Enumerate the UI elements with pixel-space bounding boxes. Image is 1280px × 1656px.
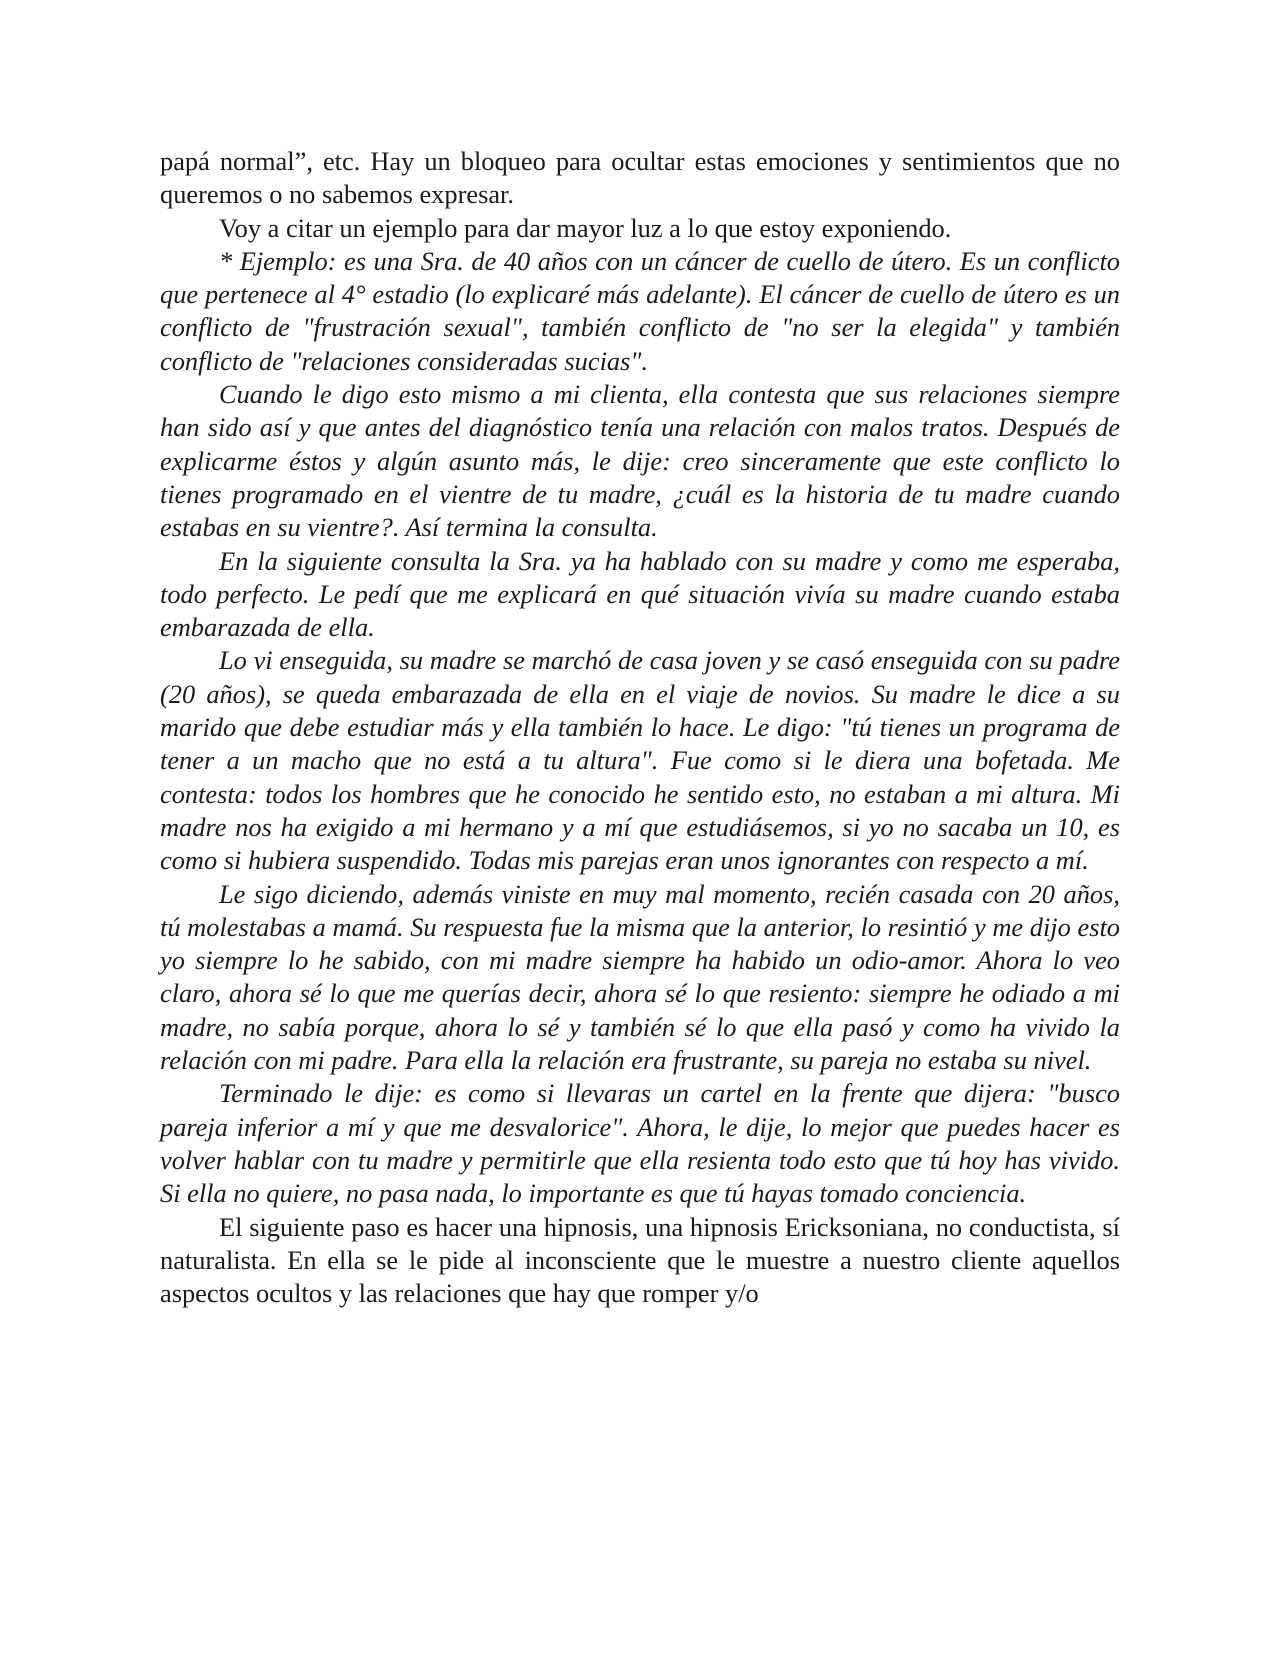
paragraph-4: Cuando le digo esto mismo a mi clienta, ella contesta que sus relaciones siempre han sido así y que antes del diagnóstico tenía una relación con malos tratos. Después de explicarme éstos y algún asunto más, le dije: creo sinceramente que este conflicto lo tienes programado en el vientre de tu madre, ¿cuál es la historia de tu madre cuando estabas en su vientre?. Así termina la consulta. <box>160 379 1120 543</box>
paragraph-9: El siguiente paso es hacer una hipnosis, una hipnosis Ericksoniana, no conductista, sí naturalista. En ella se le pide al inconsciente que le muestre a nuestro cliente aquellos aspectos ocultos y las relaciones que hay que romper y/o <box>160 1211 1120 1309</box>
paragraph-6: Lo vi enseguida, su madre se marchó de casa joven y se casó enseguida con su padre (20 años), se queda embarazada de ella en el viaje de novios. Su madre le dice a su marido que debe estudiar más y ella también lo hace. Le digo: "tú tienes un programa de tener a un macho que no está a tu altura". Fue como si le diera una bofetada. Me contesta: todos los hombres que he conocido he sentido esto, no estaban a mi altura. Mi madre nos ha exigido a mi hermano y a mí que estudiásemos, si yo no sacaba un 10, es como si hubiera suspendido. Todas mis parejas eran unos ignorantes con respecto a mí. <box>160 645 1120 876</box>
paragraph-8: Terminado le dije: es como si llevaras un cartel en la frente que dijera: "busco pareja inferior a mí y que me desvalorice". Ahora, le dije, lo mejor que puedes hacer es volver hablar con tu madre y permitirle que ella resienta todo esto que tú hoy has vivido. Si ella no quiere, no pasa nada, lo importante es que tú hayas tomado conciencia. <box>160 1078 1120 1209</box>
paragraph-5: En la siguiente consulta la Sra. ya ha hablado con su madre y como me esperaba, todo perfecto. Le pedí que me explicará en qué situación vivía su madre cuando estaba embarazada de ella. <box>160 545 1120 643</box>
paragraph-7: Le sigo diciendo, además viniste en muy mal momento, recién casada con 20 años, tú molestabas a mamá. Su respuesta fue la misma que la anterior, lo resintió y me dijo esto yo siempre lo he sabido, con mi madre siempre ha habido un odio-amor. Ahora lo veo claro, ahora sé lo que me querías decir, ahora sé lo que resiento: siempre he odiado a mi madre, no sabía porque, ahora lo sé y también sé lo que ella pasó y como ha vivido la relación con mi padre. Para ella la relación era frustrante, su pareja no estaba su nivel. <box>160 878 1120 1076</box>
paragraph-2: Voy a citar un ejemplo para dar mayor luz a lo que estoy exponiendo. <box>219 212 952 243</box>
document-page <box>160 145 1120 1310</box>
paragraph-example: * Ejemplo: es una Sra. de 40 años con un cáncer de cuello de útero. Es un conflicto que pertenece al 4° estadio (lo explicaré más adelante). El cáncer de cuello de útero es un conflicto de "frustración sexual", también conflicto de "no ser la elegida" y también conflicto de "relaciones consideradas sucias". <box>160 245 1120 376</box>
paragraph-1: papá normal”, etc. Hay un bloqueo para ocultar estas emociones y sentimientos que no queremos o no sabemos expresar. <box>160 146 1120 210</box>
